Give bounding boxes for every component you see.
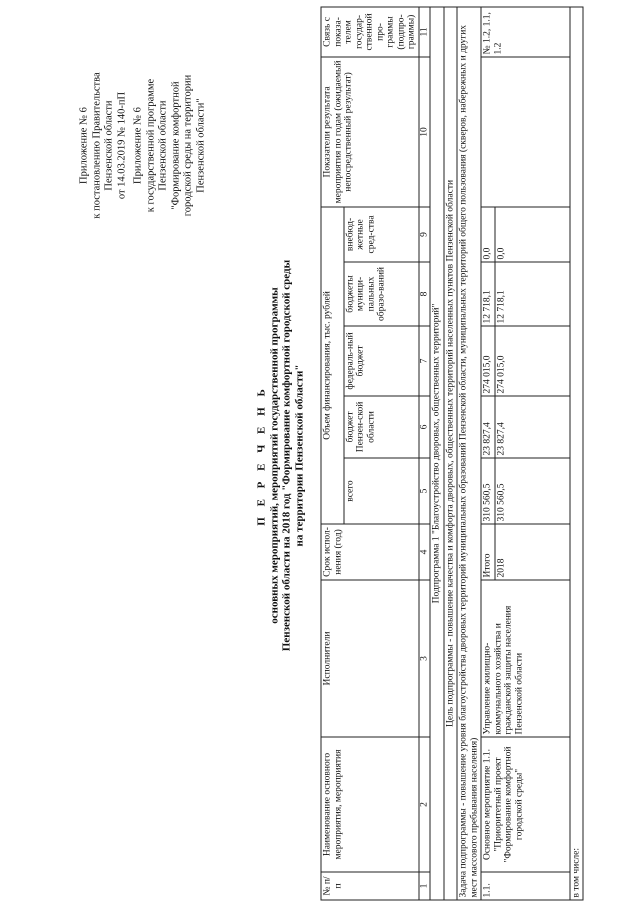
header-num: № п/п [321, 872, 419, 900]
header-financing: Объем финансирования, тыс. рублей [321, 206, 344, 523]
row-total: 310 560,5 [494, 458, 569, 524]
activities-table [320, 6, 583, 900]
row-name: Основное мероприятие 1.1. "Приоритетный проект "Формирование комфортной городской среды" [481, 737, 570, 872]
header-total: всего [343, 458, 418, 524]
subprogram-title: Подпрограмма 1 "Благоустройство дворовых, общественных территорий" [430, 6, 444, 899]
row-link: № 1.2, 1.1, 1.2 [481, 6, 570, 56]
row-regional: 23 827,4 [494, 396, 569, 458]
appendix-to-program: Приложение № 6 к государственной программе Пензенской области "Формирование комфортной городской среды на территории Пензенской области" [132, 74, 206, 216]
header-regional: бюджет Пензен-ской области [343, 396, 418, 458]
header-extrabudget: внебюд-жетные сред-ства [343, 206, 418, 261]
footer-row [569, 6, 583, 899]
header-municipal: бюджеты муници-пальных образо-ваний [343, 262, 418, 326]
subprogram-task: Задача подпрограммы - повышение уровня благоустройства дворовых территорий муниципальных образований Пензенской области, муниципальных территорий общего пользования (скверов, набережных и других мест массового пребывания населения) [457, 6, 481, 899]
footer-text: в том числе: [569, 6, 583, 899]
appendix-to-decree: Приложение № 6 к постановлению Правительства Пензенской области от 14.03.2019 № 140-пП [78, 71, 127, 219]
header-indicators: Показатели результата мероприятия по годам (ожидаемый непосредственный результат) [321, 56, 419, 206]
row-term: 2018 [494, 524, 569, 580]
table-row [481, 6, 495, 899]
row-extrabudget: 0,0 [494, 206, 569, 261]
row-num: 1.1. [481, 872, 570, 900]
header-executors: Исполнители [321, 580, 419, 737]
subprogram-goal: Цель подпрограммы - повышение качества и комфорта дворовых, общественных территорий населенных пунктов Пензенской области [443, 6, 457, 899]
header-federal: федераль-ный бюджет [343, 326, 418, 396]
header-link: Связь с показа-телем государ-ственной про-граммы (подпро-граммы) [321, 6, 419, 56]
goal-row [443, 6, 457, 899]
row-federal: 274 015,0 [481, 326, 495, 396]
header-term: Срок испол-нения (год) [321, 524, 419, 580]
row-municipal: 12 718,1 [494, 262, 569, 326]
row-extrabudget: 0,0 [481, 206, 495, 261]
row-term: Итого [481, 524, 495, 580]
row-municipal: 12 718,1 [481, 262, 495, 326]
row-indicators [481, 56, 570, 206]
row-regional: 23 827,4 [481, 396, 495, 458]
row-total: 310 560,5 [481, 458, 495, 524]
column-number-row: 1 2 3 4 5 6 7 8 9 10 11 [418, 6, 430, 899]
task-row [457, 6, 481, 899]
header-row [321, 6, 344, 899]
row-federal: 274 015,0 [494, 326, 569, 396]
document-title: П Е Р Е Ч Е Н Ь основных мероприятий, мероприятий государственной программы Пензенской области на 2018 год "Формирование комфортной городской среды на территории Пензенской области" [255, 259, 305, 651]
subprogram-row [430, 6, 444, 899]
row-executor: Управление жилищно-коммунального хозяйства и гражданской защиты населения Пензенской области [481, 580, 570, 737]
header-name: Наименование основного мероприятия, мероприятия [321, 737, 419, 872]
